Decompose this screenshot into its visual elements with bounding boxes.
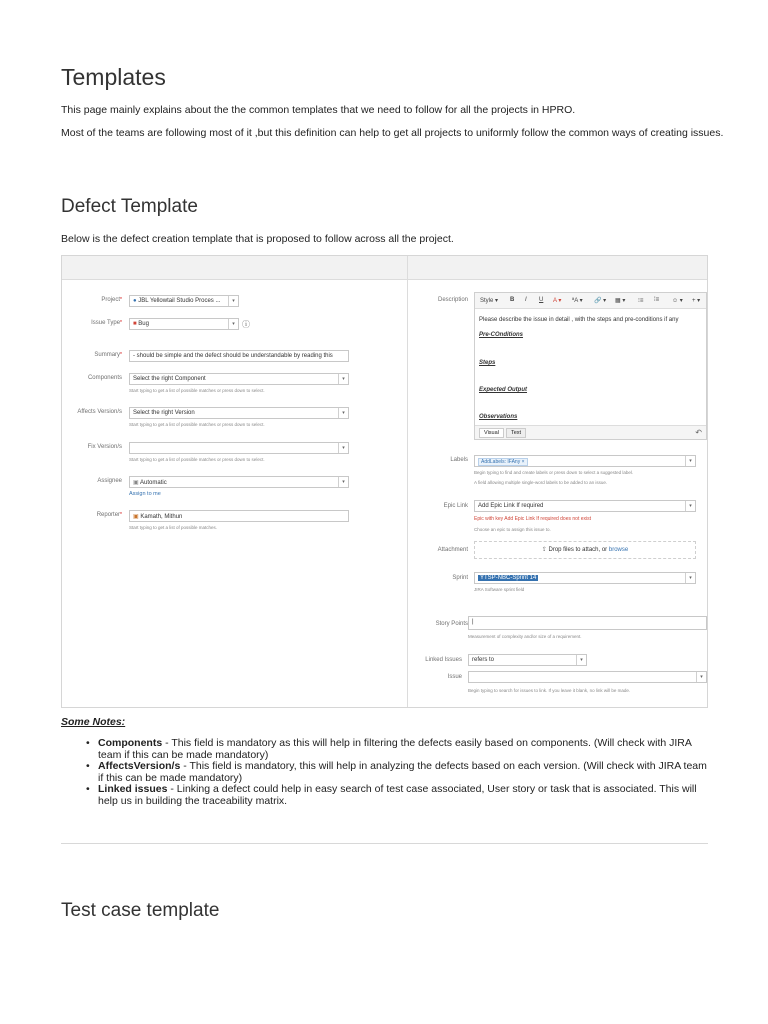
intro-paragraph-2: Most of the teams are following most of it ,but this definition can help to get all projects to uniformly follow the common ways of creating issues. [61, 127, 724, 139]
labels-label: Labels [450, 457, 468, 463]
section-divider [61, 843, 708, 844]
description-text-line: Please describe the issue in detail , with the steps and pre-conditions if any [479, 317, 679, 323]
assignee-select[interactable]: ▣ Automatic ▾ [129, 476, 349, 488]
avatar: ▣ [133, 480, 139, 486]
project-select[interactable]: ● JBL Yellowtail Studio Proces ... ▾ [129, 295, 239, 307]
epic-link-select[interactable]: Add Epic Link If required ▾ [474, 500, 696, 512]
bullet-list-icon[interactable]: ⁝≡ [638, 298, 644, 304]
attachment-dropzone[interactable]: ⇪ Drop files to attach, or browse [474, 541, 696, 559]
sprint-hint: JIRA Software sprint field [474, 587, 525, 592]
reporter-label: Reporter* [96, 512, 122, 518]
more-options-icon[interactable]: + ▾ [692, 298, 701, 304]
chevron-down-icon: ▾ [228, 296, 238, 306]
components-select[interactable]: Select the right Component ▾ [129, 373, 349, 385]
defect-template-intro: Below is the defect creation template that is proposed to follow across all the project. [61, 233, 454, 245]
summary-input[interactable]: - should be simple and the defect should be understandable by reading this [129, 350, 349, 362]
link-type-select[interactable]: refers to ▾ [468, 654, 587, 666]
chevron-down-icon: ▾ [338, 408, 348, 418]
description-observations: Observations [479, 414, 518, 420]
help-icon[interactable]: ⓘ [242, 320, 250, 329]
issue-search-input[interactable] [468, 671, 707, 683]
editor-mode-bar [475, 425, 706, 439]
chevron-down-icon: ▾ [685, 501, 695, 511]
affects-version-hint: Start typing to get a list of possible matches or press down to select. [129, 422, 265, 427]
labels-hint: Begin typing to find and create labels or press down to select a suggested label. [474, 470, 634, 475]
list-item: • Linked issues - Linking a defect could help in easy search of test case associated, User story or task that is associated. This will help us in building the traceability matrix. [86, 783, 697, 807]
reporter-hint: Start typing to get a list of possible matches. [129, 525, 218, 530]
list-item: • AffectsVersion/s - This field is mandatory, this will help in analyzing the defects based on each version. (Will check with JIRA team if this can be made mandatory) [86, 760, 707, 784]
link-icon[interactable]: 🔗 ▾ [594, 298, 607, 304]
chevron-down-icon: ▾ [685, 573, 695, 583]
story-points-hint: Measurement of complexity and/or size of a requirement. [468, 634, 582, 639]
chevron-down-icon: ▾ [338, 477, 348, 487]
story-points-input[interactable]: | [468, 616, 707, 630]
chevron-down-icon: ▾ [338, 443, 348, 453]
emoji-icon[interactable]: ☺ ▾ [672, 298, 683, 304]
description-expected-output: Expected Output [479, 387, 528, 393]
list-item: • Components - This field is mandatory as this will help in filtering the defects easily based on components. (Will check with JIRA team if this can be made mandatory) [86, 737, 692, 761]
test-case-template-heading: Test case template [61, 900, 220, 921]
assignee-label: Assignee [97, 478, 122, 484]
notes-list [86, 738, 708, 807]
sprint-select[interactable]: YTSP-NBC-Sprint 14 ▾ [474, 572, 696, 584]
label-tag[interactable]: AddLabels: IFAny × [478, 458, 528, 466]
tab-text[interactable]: Text [506, 428, 526, 438]
issue-label: Issue [447, 674, 462, 680]
intro-paragraph-1: This page mainly explains about the the common templates that we need to follow for all the projects in HPRO. [61, 104, 576, 116]
bold-button[interactable]: B [510, 297, 515, 303]
affects-version-label: Affects Version/s [77, 409, 122, 415]
epic-link-label: Epic Link [443, 503, 468, 509]
components-label: Components [87, 375, 122, 381]
undo-icon[interactable]: ↶ [695, 428, 702, 437]
chevron-down-icon: ▾ [685, 456, 695, 466]
issue-hint: Begin typing to search for issues to link. If you leave it blank, no link will be made. [468, 688, 631, 693]
underline-button[interactable]: U [539, 297, 544, 303]
fix-version-label: Fix Version/s [87, 444, 122, 450]
affects-version-select[interactable]: Select the right Version ▾ [129, 407, 349, 419]
project-label: Project* [101, 297, 122, 303]
avatar: ▣ [133, 514, 139, 520]
description-label: Description [437, 297, 468, 303]
summary-label: Summary* [94, 352, 122, 358]
text-size-button[interactable]: ªA ▾ [572, 298, 583, 304]
table-icon[interactable]: ▦ ▾ [615, 298, 626, 304]
italic-button[interactable]: I [525, 297, 527, 303]
create-issue-screenshot [61, 255, 708, 708]
description-pre-conditions: Pre-COnditions [479, 332, 524, 338]
reporter-input[interactable]: ▣ Kamath, Mithun [129, 510, 349, 522]
chevron-down-icon: ▾ [696, 672, 706, 682]
assign-to-me-link[interactable]: Assign to me [129, 491, 161, 497]
labels-description: A field allowing multiple single-word labels to be added to an issue. [474, 480, 608, 485]
notes-title: Some Notes: [61, 716, 126, 728]
screenshot-column-divider [407, 256, 408, 707]
chevron-down-icon: ▾ [576, 655, 586, 665]
browse-link[interactable]: browse [608, 547, 629, 553]
bug-icon: ■ [133, 321, 137, 327]
style-dropdown[interactable]: Style ▾ [480, 298, 499, 304]
linked-issues-label: Linked Issues [425, 657, 462, 663]
epic-link-hint: Choose an epic to assign this issue to. [474, 527, 551, 532]
editor-toolbar [475, 293, 706, 309]
fix-version-hint: Start typing to get a list of possible matches or press down to select. [129, 457, 265, 462]
chevron-down-icon: ▾ [338, 374, 348, 384]
epic-link-error: Epic with key Add Epic Link If required does not exist [474, 516, 592, 522]
issue-type-label: Issue Type* [91, 320, 122, 326]
description-editor[interactable] [474, 292, 707, 440]
defect-template-heading: Defect Template [61, 196, 198, 217]
upload-icon: ⇪ [541, 547, 547, 553]
story-points-label: Story Points [435, 621, 468, 627]
components-hint: Start typing to get a list of possible matches or press down to select. [129, 388, 265, 393]
sprint-label: Sprint [452, 575, 468, 581]
fix-version-select[interactable] [129, 442, 349, 454]
chevron-down-icon: ▾ [228, 319, 238, 329]
issue-type-select[interactable]: ■ Bug ▾ [129, 318, 239, 330]
text-color-button[interactable]: A ▾ [553, 298, 562, 304]
labels-input[interactable] [474, 455, 696, 467]
page-title: Templates [61, 64, 166, 90]
project-icon: ● [133, 298, 137, 304]
numbered-list-icon[interactable]: ⁞≡ [654, 297, 660, 303]
tab-visual[interactable]: Visual [479, 428, 504, 438]
description-steps: Steps [479, 360, 496, 366]
attachment-label: Attachment [437, 547, 468, 553]
screenshot-header-bar [62, 256, 707, 280]
